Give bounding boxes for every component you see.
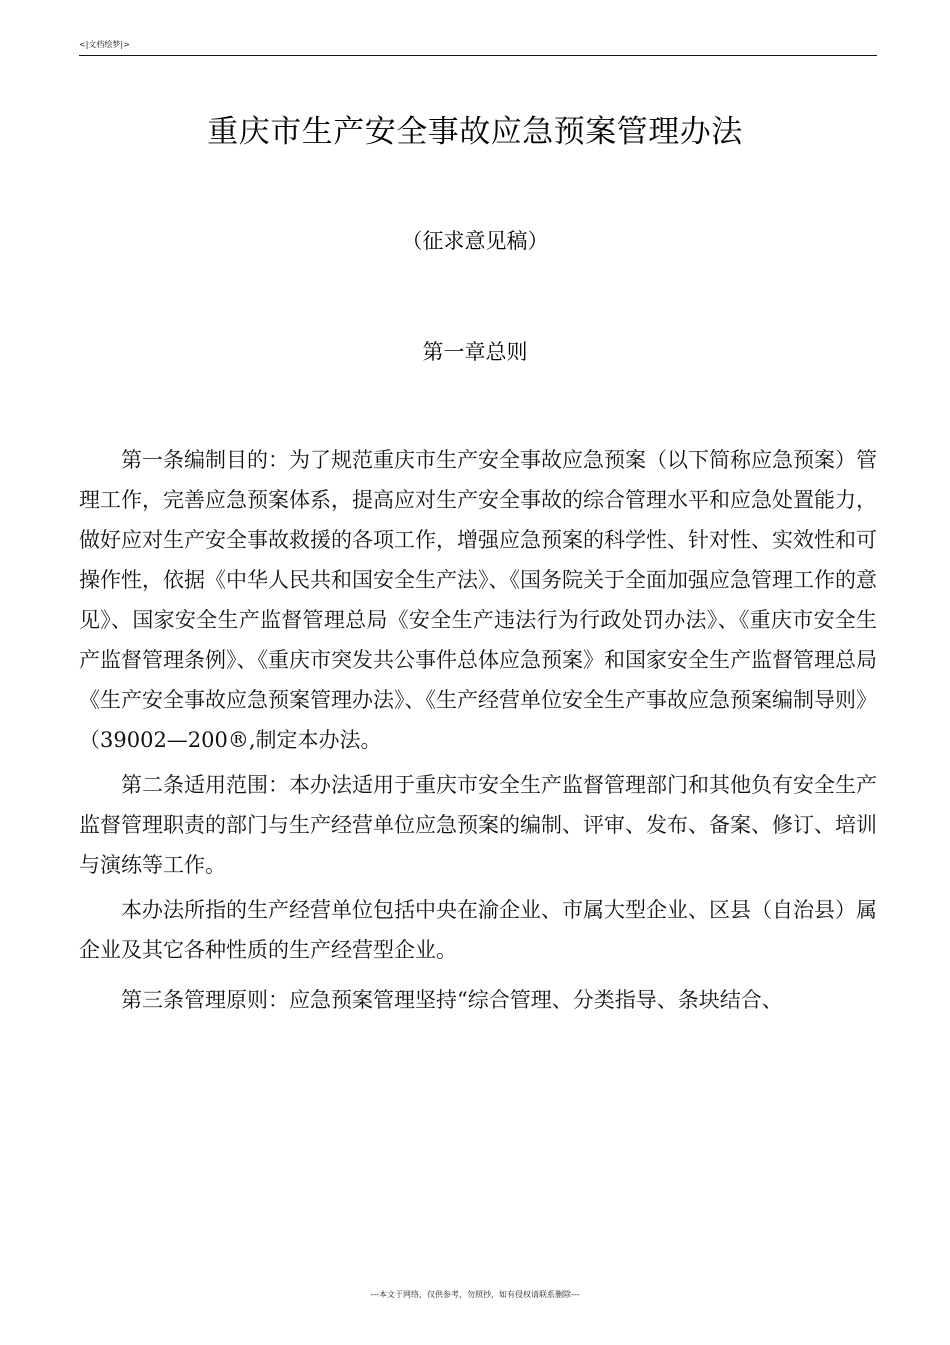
document-title: 重庆市生产安全事故应急预案管理办法 <box>207 114 743 150</box>
document-body <box>79 440 877 1025</box>
chapter-heading: 第一章总则 <box>422 340 528 364</box>
paragraph-article-3: 第三条管理原则：应急预案管理坚持“综合管理、分类指导、条块结合、 <box>121 988 783 1012</box>
header-mark: <|文档绘梦|> <box>79 40 130 49</box>
paragraph-scope-note: 本办法所指的生产经营单位包括中央在渝企业、市属大型企业、区县（自治县）属企业及其它各种性质的生产经营型企业。 <box>79 898 877 962</box>
paragraph-article-2: 第二条适用范围：本办法适用于重庆市安全生产监督管理部门和其他负有安全生产监督管理职责的部门与生产经营单位应急预案的编制、评审、发布、备案、修订、培训与演练等工作。 <box>79 773 877 877</box>
document-subtitle: （征求意见稿） <box>401 229 549 253</box>
paragraph-article-1: 第一条编制目的：为了规范重庆市生产安全事故应急预案（以下简称应急预案）管理工作，完善应急预案体系，提高应对生产安全事故的综合管理水平和应急处置能力，做好应对生产安全事故救援的各项工作，增强应急预案的科学性、针对性、实效性和可操作性，依据《中华人民共和国安全生产法》、《国务院关于全面加强应急管理工作的意见》、国家安全生产监督管理总局《安全生产违法行为行政处罚办法》、《重庆市安全生产监督管理条例》、《重庆市突发共公事件总体应急预案》和国家安全生产监督管理总局《生产安全事故应急预案管理办法》、《生产经营单位安全生产事故应急预案编制导则》（39002—200®,制定本办法。 <box>79 448 877 752</box>
footer-note: ---本文于网络，仅供参考，勿照抄，如有侵权请联系删除--- <box>370 1290 580 1299</box>
header-rule <box>79 55 877 56</box>
